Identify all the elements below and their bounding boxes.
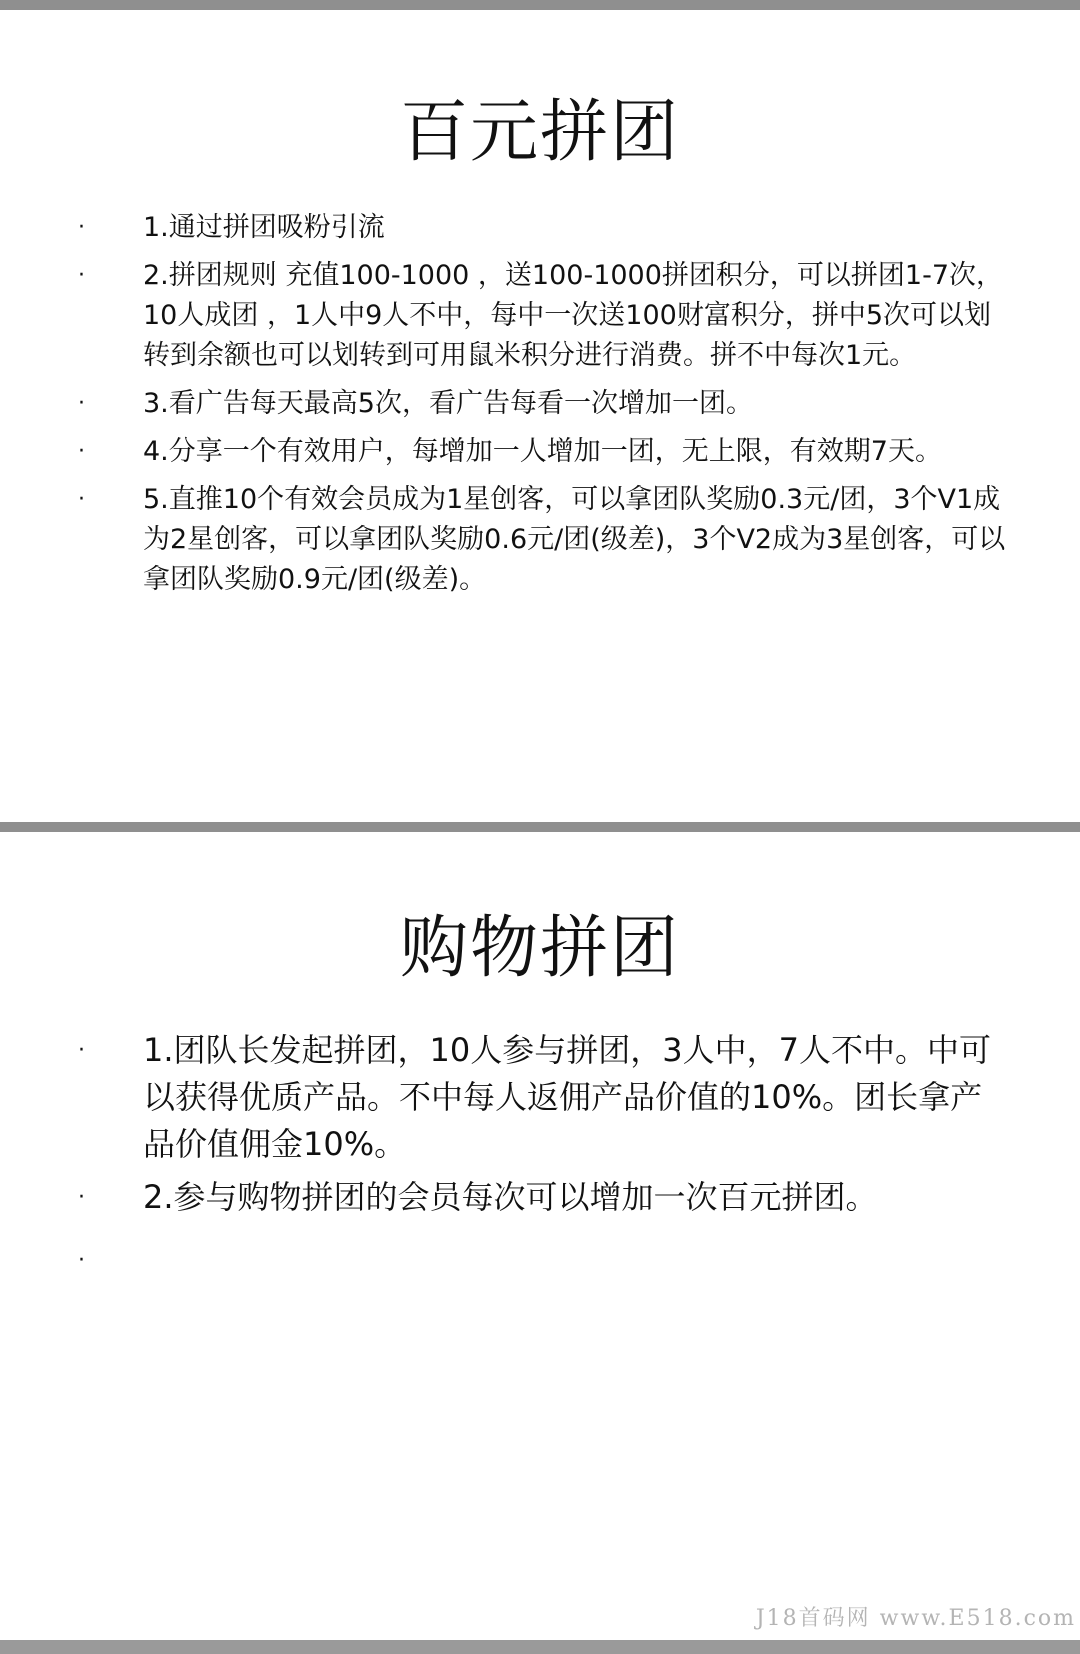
bullet-dot-icon: · xyxy=(78,1185,85,1210)
bullet-text: 1.通过拼团吸粉引流 xyxy=(143,212,385,243)
bullet-text: 4.分享一个有效用户，每增加一人增加一团，无上限，有效期7天。 xyxy=(143,436,942,467)
bullet-item xyxy=(0,1027,1080,1168)
slide-title: 百元拼团 xyxy=(399,93,680,172)
bullet-item xyxy=(0,256,1080,376)
middle-separator-bar xyxy=(0,822,1080,832)
slide-shopping-group xyxy=(0,832,1080,1640)
bullet-text: 5.直推10个有效会员成为1星创客，可以拿团队奖励0.3元/团，3个V1成为2星创客，可以拿团队奖励0.6元/团(级差)，3个V2成为3星创客，可以拿团队奖励0.9元/团(级差)。 xyxy=(143,484,1006,595)
empty-bullet-dot-icon: · xyxy=(78,1248,85,1273)
bullet-dot-icon: · xyxy=(78,391,85,416)
bullet-item xyxy=(0,1174,1080,1221)
bullet-item xyxy=(0,480,1080,600)
slide-title: 购物拼团 xyxy=(399,909,680,988)
bullet-text: 3.看广告每天最高5次，看广告每看一次增加一团。 xyxy=(143,388,753,419)
bullet-item xyxy=(0,208,1080,248)
bullet-dot-icon: · xyxy=(78,1038,85,1063)
bullet-item xyxy=(0,384,1080,424)
bullet-list xyxy=(0,1027,1080,1227)
bullet-dot-icon: · xyxy=(78,215,85,240)
top-separator-bar xyxy=(0,0,1080,10)
bullet-list xyxy=(0,208,1080,608)
bottom-separator-bar xyxy=(0,1640,1080,1654)
bullet-dot-icon: · xyxy=(78,439,85,464)
bullet-dot-icon: · xyxy=(78,487,85,512)
bullet-text: 1.团队长发起拼团，10人参与拼团，3人中，7人不中。中可以获得优质产品。不中每人返佣产品价值的10%。团长拿产品价值佣金10%。 xyxy=(143,1031,991,1163)
bullet-text: 2.参与购物拼团的会员每次可以增加一次百元拼团。 xyxy=(143,1178,878,1216)
bullet-dot-icon: · xyxy=(78,263,85,288)
bullet-item xyxy=(0,432,1080,472)
watermark: J18首码网 www.E518.com xyxy=(755,1606,1076,1631)
slide-hundred-yuan-group xyxy=(0,10,1080,822)
bullet-text: 2.拼团规则 充值100-1000 ，送100-1000拼团积分，可以拼团1-7次，10人成团 ，1人中9人不中，每中一次送100财富积分，拼中5次可以划转到余额也可以划转到可用鼠米积分进行消费。拼不中每次1元。 xyxy=(143,260,1004,371)
